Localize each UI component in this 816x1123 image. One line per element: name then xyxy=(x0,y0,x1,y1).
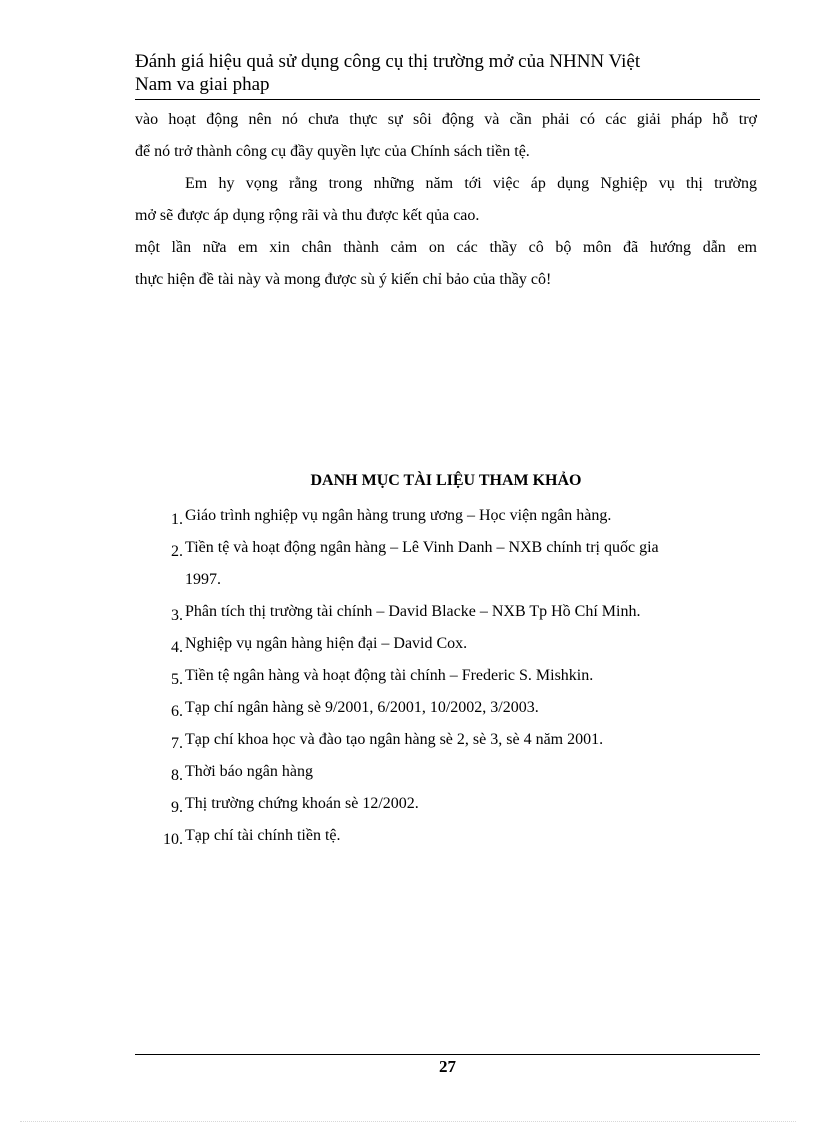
reference-text: Nghiệp vụ ngân hàng hiện đại – David Cox. xyxy=(185,635,468,652)
reference-number: 8. xyxy=(171,767,183,784)
reference-text: Tạp chí ngân hàng sè 9/2001, 6/2001, 10/2002, 3/2003. xyxy=(185,699,539,716)
reference-number: 10. xyxy=(163,831,183,848)
references-list xyxy=(135,500,757,852)
paragraph-3-line-2: thực hiện đề tài này và mong được sù ý kiến chỉ bảo của thầy cô! xyxy=(135,271,552,288)
reference-number: 2. xyxy=(171,543,183,560)
paragraph-1-line-2: để nó trở thành công cụ đầy quyền lực của Chính sách tiền tệ. xyxy=(135,143,530,160)
reference-text: Thị trường chứng khoán sè 12/2002. xyxy=(185,795,419,812)
paragraph-2-line-2: mở sẽ được áp dụng rộng rãi và thu được kết qủa cao. xyxy=(135,207,480,224)
references-title: DANH MỤC TÀI LIỆU THAM KHẢO xyxy=(310,472,582,489)
reference-number: 1. xyxy=(171,511,183,528)
reference-text: Phân tích thị trường tài chính – David Blacke – NXB Tp Hồ Chí Minh. xyxy=(185,603,641,620)
reference-text: Thời báo ngân hàng xyxy=(185,763,313,780)
header-title-line-1: Đánh giá hiệu quả sử dụng công cụ thị trường mở của NHNN Việt xyxy=(135,51,641,72)
reference-number: 5. xyxy=(171,671,183,688)
page-number: 27 xyxy=(439,1057,456,1076)
reference-text: Tạp chí tài chính tiền tệ. xyxy=(185,827,341,844)
reference-item xyxy=(135,500,757,532)
page-edge-divider xyxy=(20,1121,796,1122)
reference-text-line-2: 1997. xyxy=(185,571,221,588)
reference-item xyxy=(135,532,757,596)
reference-item xyxy=(135,788,757,820)
page-header xyxy=(135,50,760,96)
reference-number: 4. xyxy=(171,639,183,656)
reference-text xyxy=(185,532,757,596)
header-title-line-2: Nam va giai phap xyxy=(135,74,270,95)
reference-item xyxy=(135,660,757,692)
reference-item xyxy=(135,724,757,756)
paragraph-3-line-1: một lần nữa em xin chân thành cảm on các thầy cô bộ môn đã hướng dẫn em xyxy=(135,239,757,256)
paragraph-2-line-1: Em hy vọng rằng trong những năm tới việc áp dụng Nghiệp vụ thị trường xyxy=(185,175,757,192)
header-divider xyxy=(135,99,760,100)
reference-number: 9. xyxy=(171,799,183,816)
paragraph-1-line-1: vào hoạt động nên nó chưa thực sự sôi động và cần phải có các giải pháp hỗ trợ xyxy=(135,111,757,128)
reference-item xyxy=(135,692,757,724)
reference-text: Tiền tệ ngân hàng và hoạt động tài chính – Frederic S. Mishkin. xyxy=(185,667,594,684)
reference-number: 6. xyxy=(171,703,183,720)
body-text xyxy=(135,104,757,296)
reference-item xyxy=(135,756,757,788)
reference-number: 7. xyxy=(171,735,183,752)
reference-item xyxy=(135,628,757,660)
reference-item xyxy=(135,596,757,628)
reference-text: Tạp chí khoa học và đào tạo ngân hàng sè 2, sè 3, sè 4 năm 2001. xyxy=(185,731,604,748)
reference-item xyxy=(135,820,757,852)
footer-divider xyxy=(135,1054,760,1055)
reference-text: Giáo trình nghiệp vụ ngân hàng trung ương – Học viện ngân hàng. xyxy=(185,507,612,524)
reference-text-line-1: Tiền tệ và hoạt động ngân hàng – Lê Vinh Danh – NXB chính trị quốc gia xyxy=(185,539,659,556)
reference-number: 3. xyxy=(171,607,183,624)
